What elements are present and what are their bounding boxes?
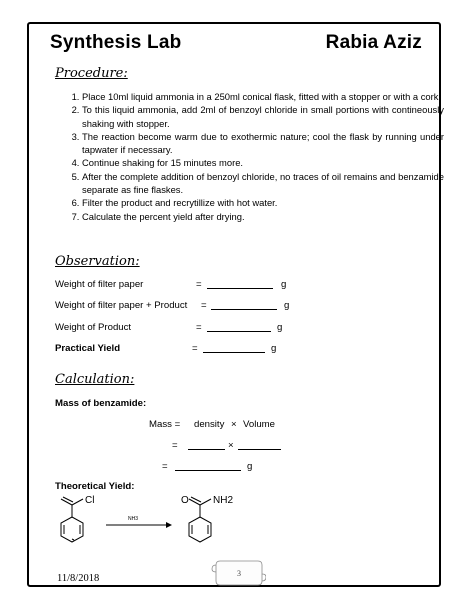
observation-label: Practical Yield [55, 343, 121, 354]
procedure-step: 7. Calculate the percent yield after drying. [82, 210, 444, 223]
formula-density: density [194, 419, 225, 430]
oxygen-label: O [181, 495, 189, 506]
procedure-step: 2. To this liquid ammonia, add 2ml of benzoyl chloride in small portions with contineously shaking with stopper. [82, 103, 444, 130]
blank-line [207, 279, 273, 289]
unit-label: g [284, 300, 290, 311]
formula-volume: Volume [243, 419, 275, 430]
equals-sign: = [162, 461, 168, 472]
equals-sign: = [196, 279, 202, 290]
observation-row [55, 322, 283, 333]
calculation-heading: Calculation: [55, 372, 135, 387]
chloro-group-label: Cl [85, 495, 95, 506]
unit-label: g [277, 322, 283, 333]
observation-label: Weight of filter paper [55, 279, 144, 290]
times-sign: × [231, 419, 237, 430]
formula-line-3 [162, 461, 253, 472]
procedure-step: 1. Place 10ml liquid ammonia in a 250ml conical flask, fitted with a stopper or with a cork. [82, 90, 444, 103]
reaction-arrow [106, 522, 172, 528]
procedure-step: 4. Continue shaking for 15 minutes more. [82, 156, 444, 169]
author-name: Rabia Aziz [325, 32, 422, 53]
procedure-heading: Procedure: [55, 66, 128, 81]
blank-line [203, 343, 265, 353]
blank-line [238, 440, 281, 450]
procedure-step: 5. After the complete addition of benzoyl chloride, no traces of oil remains and benzamide separate as fine flaskes. [82, 170, 444, 197]
formula-lhs: Mass = [149, 419, 181, 430]
blank-line [211, 300, 277, 310]
page-number-scroll [210, 559, 266, 587]
mass-formula [149, 419, 275, 430]
reagent-label: NH3 [128, 516, 139, 522]
mass-heading: Mass of benzamide: [55, 398, 147, 409]
equals-sign: = [172, 440, 178, 451]
blank-line [188, 440, 225, 450]
equals-sign: = [196, 322, 202, 333]
observation-heading: Observation: [55, 254, 140, 269]
reaction-scheme [50, 493, 280, 553]
blank-line [207, 322, 271, 332]
equals-sign: = [201, 300, 207, 311]
observation-label: Weight of Product [55, 322, 132, 333]
procedure-step: 6. Filter the product and recrytillize with hot water. [82, 196, 444, 209]
procedure-steps [58, 90, 444, 223]
footer-date: 11/8/2018 [57, 573, 100, 584]
observation-row [55, 279, 287, 290]
formula-line-2 [172, 440, 234, 451]
equals-sign: = [192, 343, 198, 354]
times-sign: × [228, 440, 234, 451]
theoretical-yield-heading: Theoretical Yield: [55, 481, 135, 492]
observation-label: Weight of filter paper + Product [55, 300, 188, 311]
amide-group-label: NH2 [213, 495, 234, 506]
observation-row [55, 343, 277, 354]
unit-label: g [247, 461, 253, 472]
blank-line [175, 461, 241, 471]
observation-row [55, 300, 290, 311]
unit-label: g [271, 343, 277, 354]
document-title: Synthesis Lab [50, 32, 182, 53]
benzoyl-chloride-structure [61, 497, 83, 542]
page-number: 3 [237, 569, 241, 578]
unit-label: g [281, 279, 287, 290]
benzamide-structure [189, 497, 211, 542]
procedure-step: 3. The reaction become warm due to exothermic nature; cool the flask by running under tapwater if necessary. [82, 130, 444, 157]
